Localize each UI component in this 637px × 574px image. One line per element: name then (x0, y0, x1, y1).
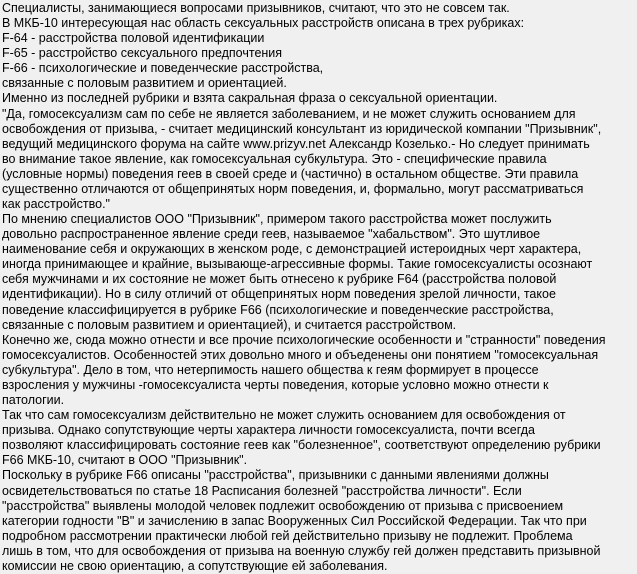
text-line: призыва. Однако сопутствующие черты характера личности гомосексуалиста, почти всегда (2, 423, 535, 438)
text-line: связанные с половым развитием и ориентацией. (2, 76, 287, 91)
text-line: субкультура". Дело в том, что нетерпимость нашего общества к геям формирует в процессе (2, 362, 539, 377)
text-line: Так что сам гомосексуализм действительно не может служить основанием для освобождения от (2, 408, 566, 423)
text-line: взросления у мужчины -гомосексуалиста черты поведения, которые условно можно отнести к (2, 377, 549, 392)
text-line: существенно отличаются от общепринятых норм поведения, и, формально, могут рассматриваться (2, 181, 584, 196)
text-line: F-65 - расстройство сексуального предпочтения (2, 46, 283, 61)
text-line: ведущий медицинского форума на сайте www.prizyv.net Александр Козелько.- Но следует принимать (2, 136, 590, 151)
text-line: Поскольку в рубрике F66 описаны "расстройства", призывники с данными явлениями должны (2, 468, 549, 483)
text-line: наименование себя и окружающих в женском роде, с демонстрацией истероидных черт характера, (2, 242, 582, 257)
text-line: как расстройство." (2, 197, 110, 212)
text-line: себя мужчинами и их состояние не может быть отнесено к рубрике F64 (расстройства половой (2, 272, 557, 287)
text-line: идентификации). Но в силу отличий от общепринятых норм поведения зрелой личности, такое (2, 287, 556, 302)
text-line: поведение классифицируется в рубрике F66 (психологические и поведенческие расстройства, (2, 302, 554, 317)
text-line: F66 МКБ-10, считают в ООО "Призывник". (2, 453, 248, 468)
text-line: позволяют классифицировать состояние геев как "болезненное", соответствуют определению рубрики (2, 438, 601, 453)
text-line: гомосексуалистов. Особенностей этих довольно много и объеденены они понятием "гомосексуальная (2, 347, 599, 362)
text-line: Специалисты, занимающиеся вопросами призывников, считают, что это не совсем так. (2, 1, 510, 15)
text-line: иногда принимающее и крайние, вызывающе-агрессивные формы. Такие гомосексуалисты осознают (2, 257, 593, 272)
text-line: "Да, гомосексуализм сам по себе не является заболеванием, и не может служить основанием для (2, 106, 576, 121)
text-line: (условные нормы) поведения геев в своей среде и (частично) в остальном обществе. Эти правила (2, 166, 579, 181)
text-line: лишь в том, что для освобождения от призыва на военную службу гей должен представить призывной (2, 543, 601, 558)
text-line: освобождения от призыва, - считает медицинский консультант из юридической компании "Призывник", (2, 121, 602, 136)
text-line: связанные с половым развитием и ориентацией), и считается расстройством. (2, 317, 457, 332)
text-line: Именно из последней рубрики и взята сакральная фраза о сексуальной ориентации. (2, 91, 498, 106)
text-line: подробном рассмотрении практически любой гей действительно призыву не подлежит. Проблема (2, 528, 573, 543)
text-line: патологии. (2, 393, 65, 408)
text-line: F-64 - расстройства половой идентификации (2, 31, 265, 46)
text-line: По мнению специалистов ООО "Призывник", примером такого расстройства может послужить (2, 212, 552, 227)
text-line: В МКБ-10 интересующая нас область сексуальных расстройств описана в трех рубриках: (2, 16, 525, 31)
text-line: освидетельствоваться по статье 18 Расписания болезней "расстройства личности". Если (2, 483, 522, 498)
text-line: F-66 - психологические и поведенческие расстройства, (2, 61, 324, 76)
text-line: категории годности "В" и зачислению в запас Вооруженных Сил Российской Федерации. Так что при (2, 513, 587, 528)
text-line: "расстройства" выявлены молодой человек подлежит освобождению от призыва с присвоением (2, 498, 564, 513)
text-line: во внимание такое явление, как гомосексуальная субкультура. Это - специфические правила (2, 151, 547, 166)
text-line: Конечно же, сюда можно отнести и все прочие психологические особенности и "странности" поведения (2, 332, 606, 347)
text-line: комиссии не свою ориентацию, а сопутствующие ей заболевания. (2, 558, 388, 573)
text-line: довольно распространенное явление среди геев, называемое "хабальством". Это шутливое (2, 227, 541, 242)
